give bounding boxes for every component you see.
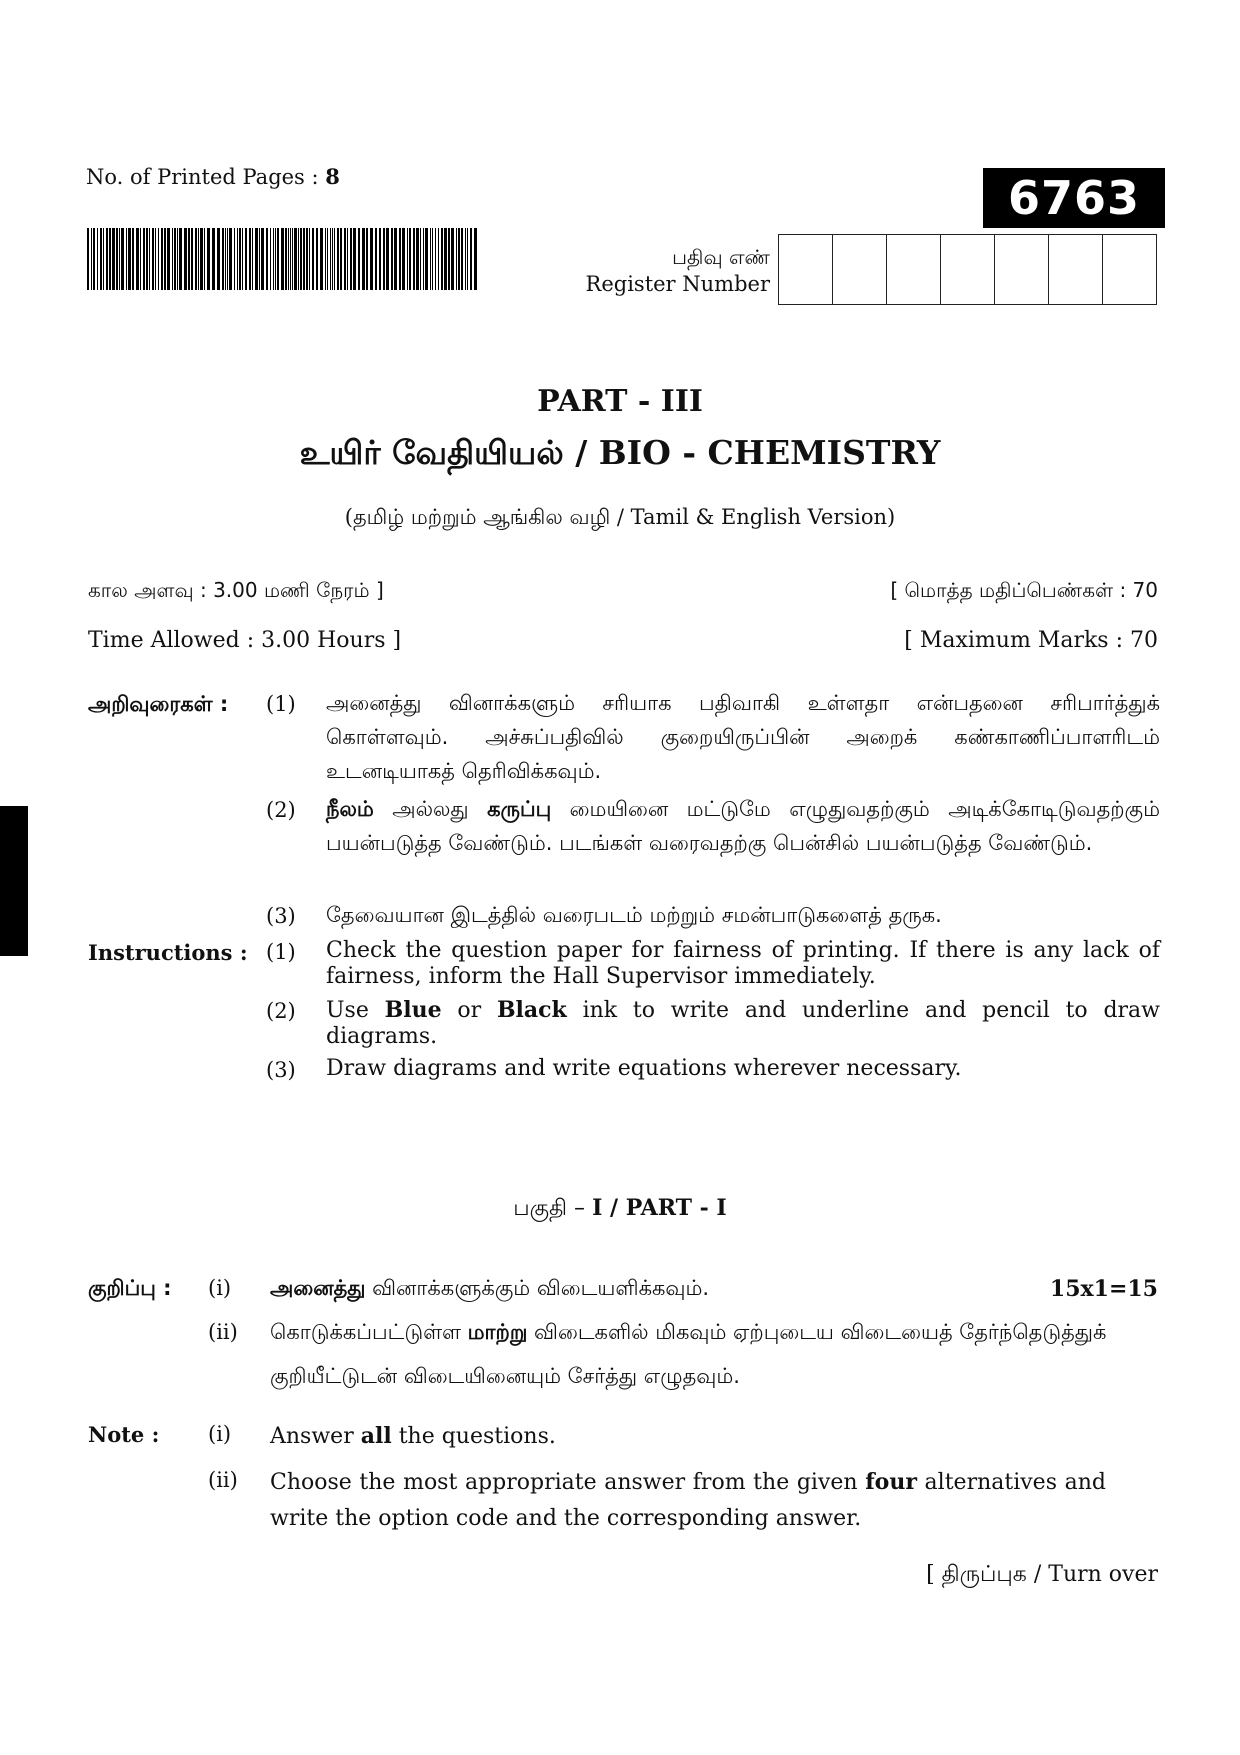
barcode-bar — [467, 228, 468, 290]
barcode-bar — [366, 228, 368, 290]
text-fragment: or — [441, 998, 497, 1023]
barcode-bar — [237, 228, 238, 290]
note-english-text — [270, 1464, 1106, 1537]
barcode-bar — [132, 228, 134, 290]
note-tamil-num: (i) — [208, 1276, 232, 1300]
barcode-bar — [188, 228, 190, 290]
instruction-tamil-text: தேவையான இடத்தில் வரைபடம் மற்றும் சமன்பாடுகளைத் தருக. — [326, 903, 942, 927]
part1-heading-bold: I / PART - I — [592, 1195, 727, 1221]
instructions-label-tamil: அறிவுரைகள் : — [88, 692, 229, 716]
barcode-bar — [252, 228, 253, 290]
barcode-bar — [425, 228, 428, 290]
barcode-bar — [332, 228, 333, 290]
barcode-bar — [249, 228, 251, 290]
register-digit-box[interactable] — [995, 235, 1049, 304]
barcode-bar — [350, 228, 352, 290]
barcode-bar — [290, 228, 291, 290]
barcode-bar — [106, 228, 108, 290]
barcode-bar — [100, 228, 102, 290]
barcode-bar — [152, 228, 154, 290]
barcode-bar — [402, 228, 405, 290]
barcode-bar — [451, 228, 454, 290]
barcode-bar — [430, 228, 431, 290]
text-fragment: alternatives and write the option code and the corresponding answer. — [270, 1470, 1106, 1531]
version-line: (தமிழ் மற்றும் ஆங்கில வழி / Tamil & English Version) — [344, 505, 896, 529]
barcode-bar — [294, 228, 297, 290]
barcode-bar — [195, 228, 197, 290]
barcode-bar — [109, 228, 111, 290]
barcode-bar — [420, 228, 421, 290]
text-fragment: the questions. — [391, 1424, 556, 1449]
barcode-bar — [172, 228, 173, 290]
barcode-bar — [281, 228, 284, 290]
barcode-bar — [435, 228, 436, 290]
barcode-bar — [266, 228, 268, 290]
barcode-bar — [362, 228, 365, 290]
barcode-bar — [87, 228, 89, 290]
barcode-bar — [432, 228, 433, 290]
bold-word: நீலம் — [326, 797, 374, 821]
barcode-bar — [423, 228, 424, 290]
register-label-english: Register Number — [585, 272, 770, 296]
barcode-bar — [288, 228, 289, 290]
barcode-bar — [461, 228, 463, 290]
barcode-bar — [407, 228, 408, 290]
side-margin-mark — [0, 806, 28, 956]
part1-heading — [0, 1195, 1240, 1224]
barcode-bar — [347, 228, 348, 290]
text-fragment: ink to write and underline and pencil to draw diagrams. — [326, 998, 1161, 1049]
bold-word: கருப்பு — [487, 797, 552, 821]
barcode-bar — [306, 228, 308, 290]
printed-pages-value: 8 — [325, 164, 340, 189]
instruction-english-text: Draw diagrams and write equations wherever necessary. — [326, 1056, 962, 1081]
barcode-bar — [259, 228, 260, 290]
barcode-bar — [270, 228, 271, 290]
barcode-bar — [409, 228, 411, 290]
barcode-bar — [379, 228, 381, 290]
barcode-bar — [456, 228, 457, 290]
subject-title: உயிர் வேதியியல் / BIO - CHEMISTRY — [299, 433, 941, 472]
barcode-bar — [227, 228, 228, 290]
barcode-bar — [93, 228, 95, 290]
barcode-bar — [320, 228, 323, 290]
barcode-bar — [386, 228, 389, 290]
barcode-bar — [292, 228, 293, 290]
register-label-tamil: பதிவு எண் — [672, 245, 770, 269]
barcode-bar — [298, 228, 299, 290]
instruction-tamil-text: அனைத்து வினாக்களும் சரியாக பதிவாகி உள்ளதா என்பதனை சரிபார்த்துக் கொள்ளவும். அச்சுப்பதிவில் குறையிருப்பின் அறைக் கண்காணிப்பாளரிடம் உடனடியாகத் தெரிவிக்கவும். — [326, 691, 1160, 783]
barcode-bar — [161, 228, 163, 290]
instruction-tamil-text — [326, 792, 1160, 860]
barcode-bar — [383, 228, 385, 290]
barcode-bar — [413, 228, 415, 290]
barcode-bar — [334, 228, 335, 290]
barcode-bar — [353, 228, 356, 290]
register-digit-box[interactable] — [779, 235, 833, 304]
barcode-bar — [143, 228, 145, 290]
barcode-bar — [416, 228, 419, 290]
text-fragment: அல்லது — [373, 797, 488, 821]
note-english-num: (i) — [208, 1422, 232, 1446]
text-fragment: Choose the most appropriate answer from the given — [270, 1470, 866, 1495]
barcode-bar — [184, 228, 187, 290]
barcode-bar — [121, 228, 124, 290]
barcode-bar — [177, 228, 178, 290]
barcode-bar — [370, 228, 373, 290]
bold-word: all — [360, 1423, 392, 1449]
barcode-bar — [164, 228, 166, 290]
register-digit-box[interactable] — [1103, 235, 1156, 304]
barcode-bar — [158, 228, 159, 290]
instruction-english-num: (2) — [266, 999, 296, 1023]
barcode-bar — [340, 228, 342, 290]
barcode-bar — [207, 228, 210, 290]
barcode-bar — [330, 228, 331, 290]
barcode-bar — [303, 228, 305, 290]
barcode-bar — [112, 228, 115, 290]
barcode-bar — [444, 228, 447, 290]
text-fragment: Use — [326, 998, 385, 1023]
barcode-bar — [325, 228, 326, 290]
barcode-bar — [91, 228, 92, 290]
instruction-english-num: (1) — [266, 940, 296, 964]
part-title: PART - III — [537, 384, 703, 419]
barcode-bar — [474, 228, 477, 290]
barcode-bar — [465, 228, 466, 290]
barcode-bar — [261, 228, 264, 290]
note-english-text — [270, 1418, 1102, 1455]
instruction-english-num: (3) — [266, 1058, 296, 1082]
barcode-bar — [136, 228, 139, 290]
barcode-bar — [200, 228, 203, 290]
barcode-bar — [458, 228, 460, 290]
bold-word: Blue — [384, 997, 442, 1023]
barcode-bar — [285, 228, 287, 290]
barcode-bar — [277, 228, 279, 290]
barcode-bar — [273, 228, 274, 290]
note-english-num: (ii) — [208, 1468, 238, 1492]
barcode-bar — [391, 228, 393, 290]
max-marks-tamil: [ மொத்த மதிப்பெண்கள் : 70 — [890, 578, 1158, 602]
instruction-tamil-num: (1) — [266, 692, 296, 716]
register-digit-box[interactable] — [1049, 235, 1103, 304]
barcode-bar — [245, 228, 247, 290]
barcode-bar — [312, 228, 314, 290]
bold-word: அனைத்து — [270, 1276, 366, 1300]
barcode-bar — [344, 228, 346, 290]
barcode-bar — [234, 228, 235, 290]
barcode-bar — [239, 228, 241, 290]
barcode-bar — [399, 228, 401, 290]
barcode-bar — [438, 228, 439, 290]
time-allowed-english: Time Allowed : 3.00 Hours ] — [88, 628, 402, 653]
barcode-bar — [155, 228, 156, 290]
barcode-bar — [116, 228, 118, 290]
note-label-tamil: குறிப்பு : — [88, 1276, 172, 1300]
text-fragment: கொடுக்கப்பட்டுள்ள — [270, 1320, 468, 1344]
barcode-bar — [128, 228, 131, 290]
barcode-bar — [358, 228, 360, 290]
barcode-bar — [149, 228, 150, 290]
barcode-bar — [316, 228, 318, 290]
register-number-boxes[interactable] — [778, 234, 1157, 305]
instruction-tamil-num: (3) — [266, 904, 296, 928]
barcode-bar — [309, 228, 310, 290]
barcode-bar — [275, 228, 276, 290]
register-digit-box[interactable] — [941, 235, 995, 304]
barcode-bar — [179, 228, 182, 290]
barcode-bar — [300, 228, 302, 290]
barcode-bar — [217, 228, 220, 290]
note-label-english: Note : — [88, 1422, 160, 1447]
paper-code: 6763 — [983, 168, 1165, 228]
note-tamil-num: (ii) — [208, 1320, 238, 1344]
barcode-bar — [222, 228, 224, 290]
barcode-bar — [327, 228, 328, 290]
text-fragment: விடைகளில் மிகவும் ஏற்புடைய விடையைத் தேர்ந்தெடுத்துக் குறியீட்டுடன் விடையினையும் சேர்த்து எழுதவும். — [270, 1320, 1107, 1388]
barcode — [87, 228, 479, 290]
barcode-bar — [97, 228, 98, 290]
barcode-bar — [229, 228, 232, 290]
barcode-bar — [225, 228, 226, 290]
barcode-bar — [126, 228, 127, 290]
note-tamil-text — [270, 1310, 1110, 1398]
register-digit-box[interactable] — [887, 235, 941, 304]
barcode-bar — [394, 228, 397, 290]
bold-word: மாற்று — [467, 1320, 528, 1344]
barcode-bar — [441, 228, 443, 290]
time-allowed-tamil: கால அளவு : 3.00 மணி நேரம் ] — [88, 578, 384, 602]
text-fragment: மையினை மட்டுமே எழுதுவதற்கும் அடிக்கோடிடுவதற்கும் பயன்படுத்த வேண்டும். படங்கள் வரைவதற்கு பென்சில் பயன்படுத்த வேண்டும். — [326, 797, 1160, 855]
turn-over: [ திருப்புக / Turn over — [926, 1562, 1158, 1587]
barcode-bar — [119, 228, 120, 290]
part1-marks: 15x1=15 — [1049, 1276, 1158, 1302]
barcode-bar — [212, 228, 215, 290]
bold-word: four — [865, 1469, 917, 1495]
barcode-bar — [204, 228, 205, 290]
barcode-bar — [242, 228, 243, 290]
barcode-bar — [191, 228, 193, 290]
bold-word: Black — [496, 997, 567, 1023]
barcode-bar — [337, 228, 339, 290]
text-fragment: Answer — [270, 1424, 361, 1449]
barcode-bar — [198, 228, 199, 290]
max-marks-english: [ Maximum Marks : 70 — [904, 628, 1158, 653]
barcode-bar — [103, 228, 104, 290]
instruction-english-text — [326, 997, 1160, 1050]
note-tamil-text — [270, 1266, 1102, 1310]
text-fragment: வினாக்களுக்கும் விடையளிக்கவும். — [365, 1276, 710, 1300]
barcode-bar — [174, 228, 176, 290]
barcode-bar — [167, 228, 170, 290]
barcode-bar — [375, 228, 377, 290]
barcode-bar — [140, 228, 141, 290]
instructions-label-english: Instructions : — [88, 940, 248, 965]
printed-pages — [86, 164, 340, 189]
instruction-english-text: Check the question paper for fairness of printing. If there is any lack of fairness, inform the Hall Supervisor immediately. — [326, 938, 1160, 989]
part1-heading-tamil: பகுதி – — [513, 1196, 593, 1221]
barcode-bar — [255, 228, 258, 290]
register-digit-box[interactable] — [833, 235, 887, 304]
printed-pages-label: No. of Printed Pages : — [86, 165, 326, 189]
barcode-bar — [146, 228, 148, 290]
instruction-tamil-num: (2) — [266, 798, 296, 822]
barcode-bar — [470, 228, 472, 290]
barcode-bar — [448, 228, 450, 290]
